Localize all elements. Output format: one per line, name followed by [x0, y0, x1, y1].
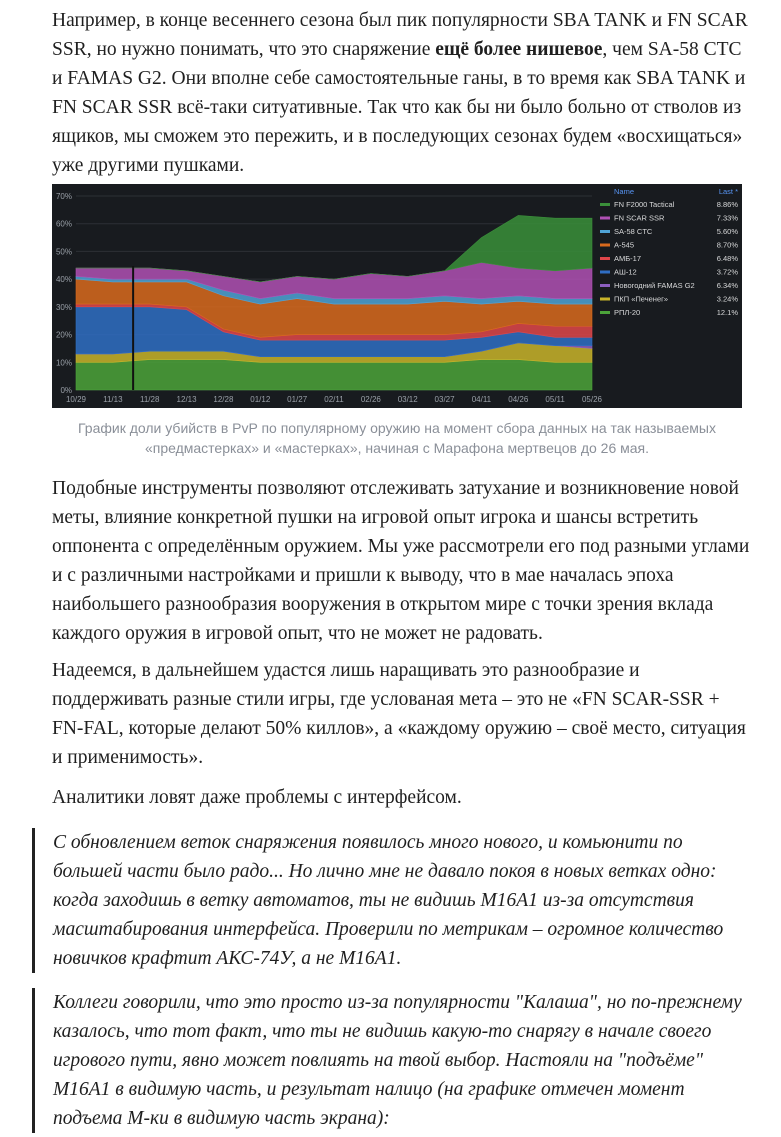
y-tick-label: 60% — [55, 219, 72, 229]
y-tick-label: 50% — [55, 247, 72, 257]
legend-swatch — [600, 217, 610, 220]
x-tick-label: 03/27 — [434, 395, 455, 404]
legend-series-last: 3.24% — [716, 294, 738, 304]
paragraph-4: Аналитики ловят даже проблемы с интерфейсом. — [52, 787, 462, 808]
legend-swatch — [600, 271, 610, 274]
x-tick-label: 12/28 — [213, 395, 234, 404]
legend-series-name[interactable]: РПЛ-20 — [614, 308, 641, 317]
stacked-area-chart — [52, 184, 742, 408]
x-tick-label: 10/29 — [65, 395, 87, 404]
legend-series-last: 8.86% — [716, 200, 738, 209]
x-tick-label: 01/27 — [287, 395, 308, 404]
x-tick-label: 12/13 — [176, 395, 197, 404]
paragraph-2: Подобные инструменты позволяют отслеживать затухание и возникновение новой меты, влияние конкретной пушки на игровой опыт игрока и шансы встретить оппонента с определённым оружием. Мы уже рассмотрели его под разными углами и с различными настройками и пришли к выводу, что в мае началась эпоха наибольшего разнообразия вооружения в открытом мире с точки зрения вклада каждого оружия в игровой опыт, что не может не радовать. — [52, 478, 750, 644]
x-tick-label: 03/12 — [397, 395, 418, 404]
legend-series-last: 12.1% — [716, 308, 738, 317]
legend-series-name[interactable]: АМБ-17 — [614, 254, 642, 263]
legend-series-name[interactable]: SA-58 CTC — [614, 227, 653, 236]
x-tick-label: 02/11 — [324, 395, 344, 404]
legend-series-last: 6.34% — [716, 281, 738, 290]
legend-swatch — [600, 244, 610, 247]
legend-series-last: 5.60% — [716, 227, 738, 236]
series-area-1 — [76, 360, 592, 390]
y-tick-label: 20% — [55, 330, 72, 340]
legend-swatch — [600, 298, 610, 301]
legend-header-last[interactable]: Last * — [718, 187, 738, 196]
x-tick-label: 11/13 — [103, 395, 123, 404]
chart-caption: График доли убийств в PvP по популярному оружию на момент сбора данных на так называемых «предмастерках» и «мастерках», начиная с Марафона мертвецов до 26 мая. — [78, 420, 716, 456]
legend-series-last: 8.70% — [716, 240, 738, 250]
paragraph-1 — [52, 6, 752, 180]
paragraph-3: Надеемся, в дальнейшем удастся лишь наращивать это разнообразие и поддерживать разные стили игры, где услованая мета – это не «FN SCAR-SSR + FN-FAL, которые делают 50% киллов», а «каждому оружию – своё место, ситуация и применимость». — [52, 660, 746, 768]
paragraph-1-text-b: , чем SA-58 CTC и FAMAS G2. Они вполне себе самостоятельные ганы, в то время как SBA TANK и FN SCAR SSR всё-таки ситуативные. Так что как бы ни было больно от стволов из ящиков, мы сможем это пережить, и в последующих сезонах будем «восхищаться» уже другими пушками. — [52, 39, 746, 176]
legend-series-last: 6.48% — [716, 254, 738, 263]
legend-swatch — [600, 257, 610, 260]
paragraph-1-text-a: Например, в конце весеннего сезона был пик популярности SBA TANK и FN SCAR SSR, но нужно понимать, что это снаряжение — [52, 10, 748, 60]
quote-2: Коллеги говорили, что это просто из-за популярности "Калаша", но по-прежнему казалось, что тот факт, что ты не видишь какую-то снарягу в начале своего игрового пути, явно может повлиять на твой выбор. Настояли на "подъёме" M16A1 в видимую часть, и результат налицо (на графике отмечен момент подъема М-ки в видимую часть экрана): — [32, 988, 752, 1133]
y-tick-label: 30% — [55, 302, 72, 312]
y-tick-label: 10% — [55, 358, 72, 368]
y-tick-label: 0% — [60, 386, 72, 395]
legend-series-name[interactable]: Новогодний FAMAS G2 — [614, 281, 695, 290]
x-tick-label: 02/26 — [360, 395, 381, 404]
legend-swatch — [600, 284, 610, 287]
paragraph-1-bold: ещё более нишевое — [435, 39, 603, 60]
x-tick-label: 11/28 — [139, 395, 160, 404]
legend-series-name[interactable]: ПКП «Печенег» — [614, 294, 669, 304]
y-tick-label: 40% — [55, 275, 72, 285]
y-tick-label: 70% — [55, 192, 72, 201]
x-tick-label: 05/11 — [545, 395, 565, 404]
x-tick-label: 04/11 — [471, 395, 492, 404]
x-tick-label: 05/26 — [581, 395, 603, 404]
legend-series-name[interactable]: FN F2000 Tactical — [614, 200, 675, 209]
legend-series-last: 3.72% — [716, 267, 738, 277]
legend-swatch — [600, 311, 610, 314]
legend-swatch — [600, 203, 610, 206]
x-tick-label: 04/26 — [508, 395, 529, 404]
legend-swatch — [600, 230, 610, 233]
quote-1: С обновлением веток снаряжения появилось много нового, и комьюнити по большей части было радо... Но лично мне не давало покоя в новых ветках одно: когда заходишь в ветку автоматов, ты не видишь M16A1 из-за отсутствия масштабирования интерфейса. Проверили по метрикам – огромное количество новичков крафтит АКС-74У, а не M16A1. — [32, 828, 752, 973]
legend-header-name[interactable]: Name — [614, 187, 635, 196]
legend-series-name[interactable]: А-545 — [614, 240, 635, 250]
legend-series-name[interactable]: FN SCAR SSR — [614, 213, 665, 223]
x-tick-label: 01/12 — [250, 395, 271, 404]
legend-series-last: 7.33% — [716, 213, 738, 223]
legend-series-name[interactable]: АШ-12 — [614, 267, 637, 277]
chart-figure — [52, 184, 742, 408]
